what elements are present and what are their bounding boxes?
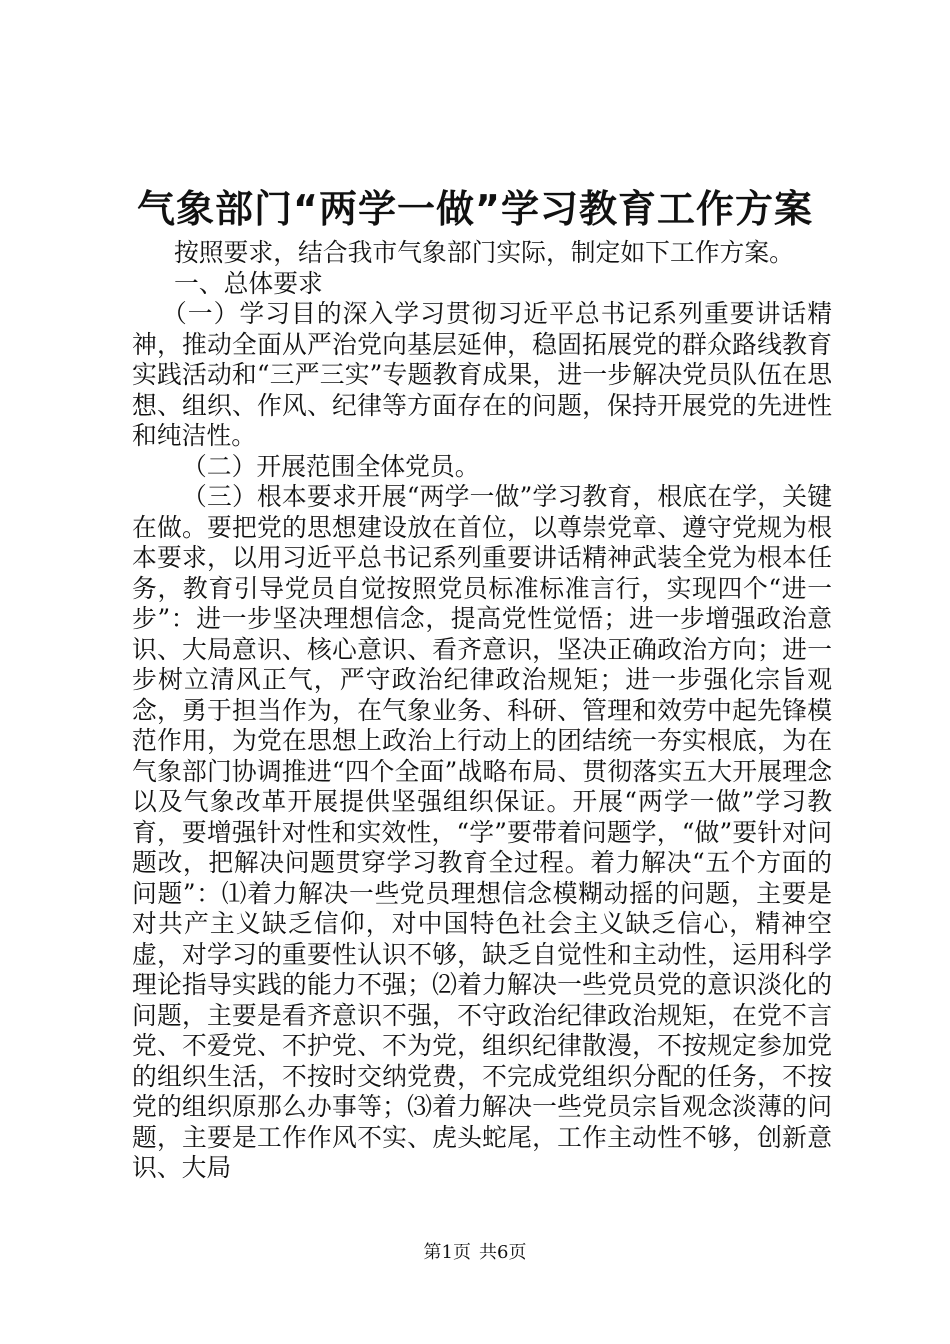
- intro-paragraph: 按照要求，结合我市气象部门实际，制定如下工作方案。: [174, 238, 794, 267]
- page-footer: [0, 1241, 950, 1265]
- section-heading: 一、总体要求: [174, 268, 323, 298]
- paragraph-requirements: （三）根本要求开展“两学一做”学习教育，根底在学，关键在做。要把党的思想建设放在首位，以尊崇党章、遵守党规为根本要求，以用习近平总书记系列重要讲话精神武装全党为根本任务，教育引导党员自觉按照党员标准标准言行，实现四个“进一步”：进一步坚决理想信念，提高党性觉悟；进一步增强政治意识、大局意识、核心意识、看齐意识，坚决正确政治方向；进一步树立清风正气，严守政治纪律政治规矩；进一步强化宗旨观念，勇于担当作为，在气象业务、科研、管理和效劳中起先锋模范作用，为党在思想上政治上行动上的团结统一夯实根底，为在气象部门协调推进“四个全面”战略布局、贯彻落实五大开展理念以及气象改革开展提供坚强组织保证。开展“两学一做”学习教育，要增强针对性和实效性，“学”要带着问题学，“做”要针对问题改，把解决问题贯穿学习教育全过程。着力解决“五个方面的问题”：⑴着力解决一些党员理想信念模糊动摇的问题，主要是对共产主义缺乏信仰，对中国特色社会主义缺乏信心，精神空虚，对学习的重要性认识不够，缺乏自觉性和主动性，运用科学理论指导实践的能力不强；⑵着力解决一些党员党的意识淡化的问题，主要是看齐意识不强，不守政治纪律政治规矩，在党不言党、不爱党、不护党、不为党，组织纪律散漫，不按规定参加党的组织生活，不按时交纳党费，不完成党组织分配的任务，不按党的组织原那么办事等；⑶着力解决一些党员宗旨观念淡薄的问题，主要是工作作风不实、虎头蛇尾，工作主动性不够，创新意识、大局: [132, 482, 832, 1182]
- page-total: 共6页: [479, 1242, 527, 1263]
- paragraph-scope: （二）开展范围全体党员。: [182, 451, 480, 481]
- paragraph-purpose: （一）学习目的深入学习贯彻习近平总书记系列重要讲话精神，推动全面从严治党向基层延伸，稳固拓展党的群众路线教育实践活动和“三严三实”专题教育成果，进一步解决党员队伍在思想、组织、作风、纪律等方面存在的问题，保持开展党的先进性和纯洁性。: [132, 299, 832, 450]
- document-body: [132, 238, 832, 1184]
- page-number: 第1页: [423, 1242, 471, 1263]
- document-title: 气象部门“两学一做”学习教育工作方案: [137, 187, 813, 231]
